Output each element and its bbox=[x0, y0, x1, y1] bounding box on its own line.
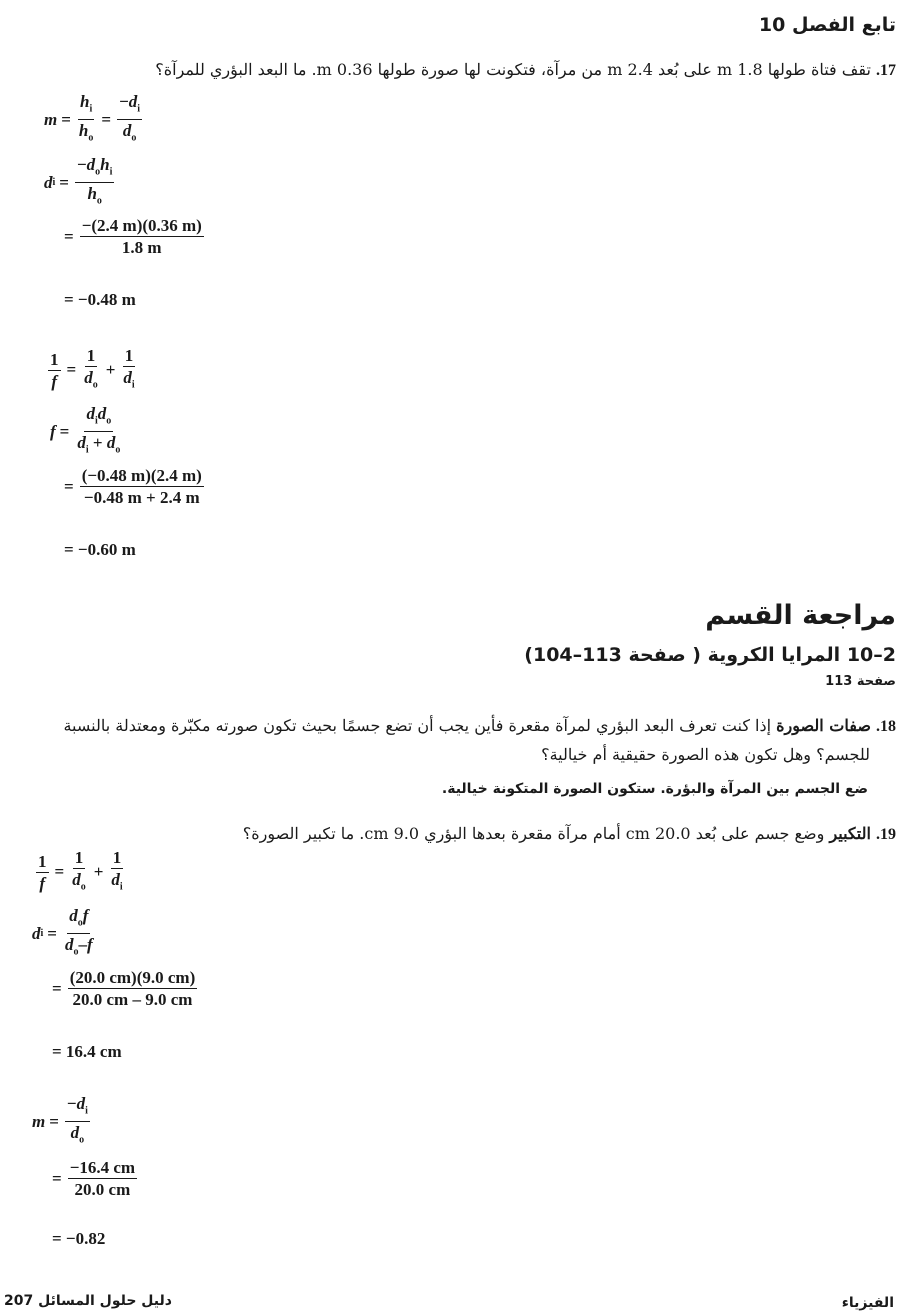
problem-label: صفات الصورة bbox=[776, 716, 871, 735]
footer-left: دليل حلول المسائل 207 bbox=[4, 1293, 172, 1309]
mirror-equation-19: $\frac{1}{f}$ = $\frac{1}{d_o}$ + $\frac{1}{d_i}$ bbox=[38, 848, 123, 893]
problem-statement: وضع جسم على بُعد 20.0 cm أمام مرآة مقعرة بعدها البؤري 9.0 cm. ما تكبير الصورة؟ bbox=[242, 824, 825, 843]
problem-statement-cont: للجسم؟ وهل تكون هذه الصورة حقيقية أم خيالية؟ bbox=[541, 745, 870, 764]
problem-18-answer: ضع الجسم بين المرآة والبؤرة. ستكون الصورة المتكونة خيالية. bbox=[441, 781, 868, 797]
problem-number: 18. bbox=[876, 718, 896, 735]
footer-right: الفيزياء bbox=[841, 1295, 894, 1311]
result-di-19: = 16.4 cm bbox=[52, 1042, 122, 1061]
problem-statement: إذا كنت تعرف البعد البؤري لمرآة مقعرة فأين يجب أن تضع جسمًا بحيث تكون صورته مكبّرة ومعتدلة بالنسبة bbox=[63, 716, 772, 735]
mirror-equation: $\frac{1}{f}$ = $\frac{1}{d_o}$ + $\frac{1}{d_i}$ bbox=[50, 346, 135, 391]
equation-f-substitution: = $\frac{(-0.48 m)(2.4 m)}{-0.48 m + 2.4 m}$ bbox=[64, 466, 202, 507]
equation-di-19: d i = $\frac{d_of}{d_o-f}$ bbox=[32, 906, 93, 958]
equation-f: f = $\frac{d_id_o}{d_i + d_o}$ bbox=[50, 404, 121, 456]
equation-di-19-substitution: = $\frac{(20.0 cm)(9.0 cm)}{20.0 cm - 9.0 cm}$ bbox=[52, 968, 196, 1009]
result-f: = −0.60 m bbox=[64, 540, 136, 559]
page-reference: صفحة 113 bbox=[825, 674, 896, 689]
section-review-title: مراجعة القسم bbox=[705, 600, 896, 631]
equation-di: d i = $\frac{-d_oh_i}{h_o}$ bbox=[44, 155, 113, 207]
problem-17-text bbox=[16, 56, 896, 85]
problem-18-text bbox=[4, 712, 896, 769]
equation-m-19: m = $\frac{-d_i}{d_o}$ bbox=[32, 1094, 88, 1146]
result-di: = −0.48 m bbox=[64, 290, 136, 309]
equation-m-19-substitution: = $\frac{-16.4 cm}{20.0 cm}$ bbox=[52, 1158, 136, 1199]
equation-magnification: m = $\frac{h_i}{h_o}$ = $\frac{-d_i}{d_o}$ bbox=[44, 92, 141, 144]
problem-statement: تقف فتاة طولها 1.8 m على بُعد 2.4 m من مرآة، فتكونت لها صورة طولها 0.36 m. ما البعد البؤري للمرآة؟ bbox=[155, 60, 871, 79]
subsection-title: 2–10 المرايا الكروية ( صفحة 113–104) bbox=[524, 644, 896, 666]
problem-number: 19. bbox=[876, 826, 896, 843]
result-m-19: = −0.82 bbox=[52, 1229, 106, 1248]
problem-19-text bbox=[16, 820, 896, 849]
problem-number: 17. bbox=[876, 62, 896, 79]
problem-label: التكبير bbox=[829, 824, 871, 843]
equation-di-substitution: = $\frac{-(2.4 m)(0.36 m)}{1.8 m}$ bbox=[64, 216, 202, 257]
chapter-heading: تابع الفصل 10 bbox=[758, 14, 896, 36]
